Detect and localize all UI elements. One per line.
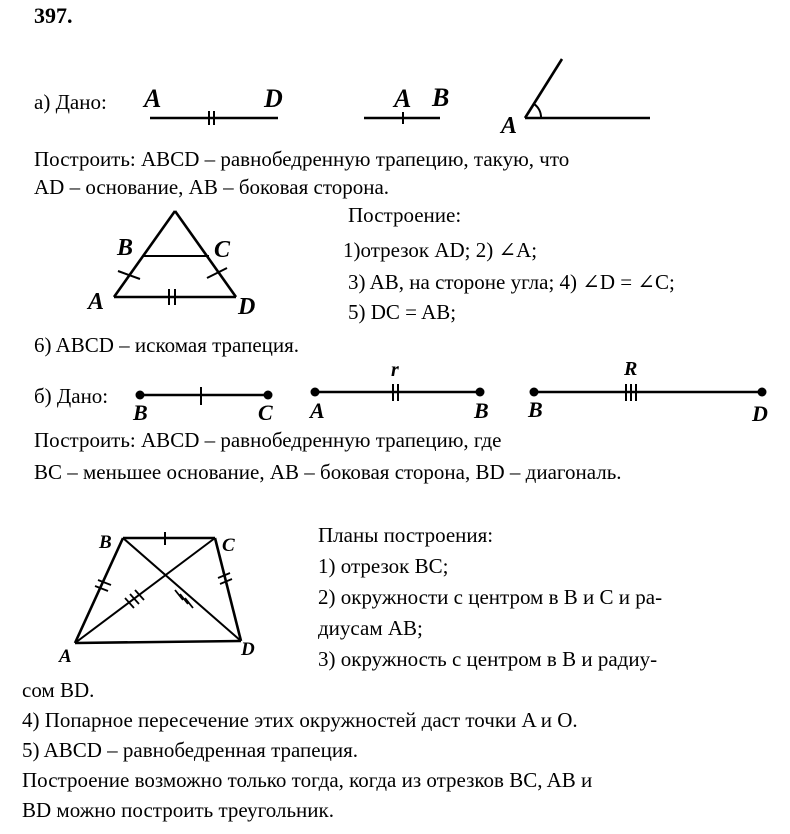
label-c: C — [214, 237, 231, 263]
tail-line: Построение возможно только тогда, когда из отрезков BC, AB и — [22, 768, 593, 792]
tail-line: 5) ABCD – равнобедренная трапеция. — [22, 738, 358, 762]
part-a-result: 6) ABCD – искомая трапеция. — [34, 333, 300, 357]
label-c: C — [258, 400, 273, 425]
label-a: A — [88, 289, 105, 315]
problem-number: 397. — [34, 3, 73, 28]
label-r: r — [391, 359, 399, 381]
label-a: A — [310, 398, 325, 423]
part-b-given-label: б) Дано: — [34, 384, 109, 408]
tail-line: BD можно построить треугольник. — [22, 798, 334, 822]
plan-line: 3) окружность с центром в B и радиу- — [318, 647, 658, 671]
label-d: D — [264, 84, 283, 113]
label-b: B — [117, 235, 134, 261]
plan-line: 1) отрезок BC; — [318, 554, 449, 578]
label-r-big: R — [624, 358, 638, 380]
label-b: B — [528, 397, 543, 422]
trapezoid-figure-b — [55, 528, 270, 668]
part-a-given-label: а) Дано: — [34, 90, 107, 114]
plan-title: Планы построения: — [318, 523, 494, 547]
label-b: B — [474, 398, 489, 423]
label-b: B — [432, 83, 450, 112]
label-a: A — [144, 84, 162, 113]
construction-step: 3) AB, на стороне угла; 4) ∠D = ∠C; — [348, 270, 675, 294]
construction-title: Построение: — [348, 203, 462, 227]
tail-line: 4) Попарное пересечение этих окружностей даст точки A и O. — [22, 708, 578, 732]
given-segment-ab — [360, 80, 460, 130]
label-a: A — [501, 113, 518, 139]
part-a-task-line1: Построить: ABCD – равнобедренную трапецию, такую, что — [34, 147, 570, 171]
given-segment-bc — [128, 380, 283, 425]
given-segment-ad — [140, 80, 285, 130]
given-angle-a — [498, 55, 658, 137]
label-d: D — [241, 639, 255, 660]
plan-line: 2) окружности с центром в B и C и ра- — [318, 585, 663, 609]
trapezoid-figure-a — [84, 205, 274, 323]
part-a-task-line2: AD – основание, AB – боковая сторона. — [34, 175, 390, 199]
plan-line: диусам AB; — [318, 616, 423, 640]
given-segment-bd — [522, 355, 772, 425]
label-d: D — [238, 294, 256, 320]
label-d: D — [752, 401, 768, 426]
label-a: A — [394, 84, 412, 113]
part-b-task-line2: BC – меньшее основание, AB – боковая сторона, BD – диагональ. — [34, 460, 622, 484]
tail-line: сом BD. — [22, 678, 95, 702]
label-c: C — [222, 535, 235, 556]
label-b: B — [99, 532, 112, 553]
label-b: B — [133, 400, 148, 425]
construction-step: 5) DC = AB; — [348, 300, 457, 324]
construction-step: 1)отрезок AD; 2) ∠A; — [343, 238, 538, 262]
given-segment-ab — [305, 358, 495, 425]
label-a: A — [59, 646, 72, 667]
part-b-task-line1: Построить: ABCD – равнобедренную трапецию, где — [34, 428, 502, 452]
